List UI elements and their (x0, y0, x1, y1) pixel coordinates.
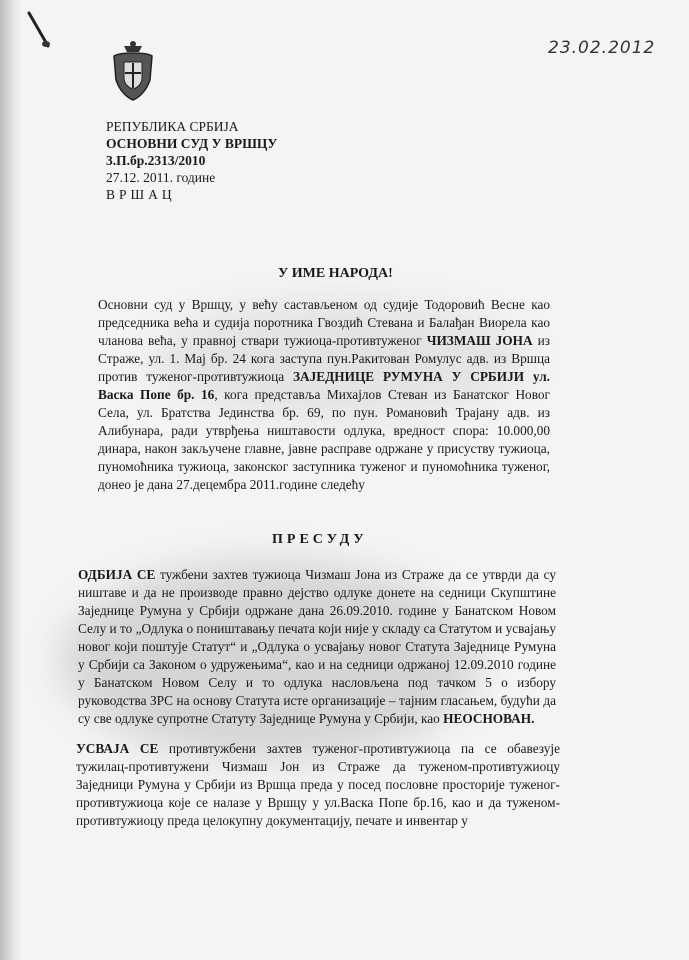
staple-icon (26, 10, 52, 50)
header-city: ВРШАЦ (106, 187, 176, 202)
header-republic: РЕПУБЛИКА СРБИЈА (106, 119, 239, 134)
document-title: У ИМЕ НАРОДА! (278, 266, 393, 281)
court-header (106, 118, 277, 203)
intro-text-3: , кога представља Михајлов Стеван из Банатског Новог Села, ул. Братства Јединства бр. 69, по пун. Романовић Трајану адв. из Алибунара, ради утврђења ништавости одлука, вредност спора: 10.000,00 динара, након закључене главне, јавне расправе одржане у присуству тужиоца, пуномоћника тужиоца, законског заступника туженог и пуномоћника туженог, донео је дана 27.децембра 2011.године следећу (98, 387, 550, 492)
ruling-rejection-tail: НЕОСНОВАН. (443, 711, 535, 726)
ruling-acceptance-lead: УСВАЈА СЕ (76, 741, 159, 756)
scan-edge-shadow (0, 0, 22, 960)
ruling-rejection (78, 566, 556, 728)
defendant-name: ЗАЈЕДНИЦЕ РУМУНА У СРБИЈИ ул. Васка Попе бр. 16 (98, 369, 550, 402)
ruling-rejection-text: тужбени захтев тужиоца Чизмаш Јона из Страже да се утврди да су ништаве и да не производе правно дејство одлуке донете на седници Скупштине Заједнице Румуна у Србији одржане дана 26.09.2010. године у Банатском Новом Селу и то „Одлука о поништавању печата који није у складу са Статутом и усвајању новог који поштује Статут“ и „Одлука о усвајању новог Статута Заједнице Румуна у Србији са Законом о удружењима“, као и на седници одржаној 12.09.2010 године у Банатском Новом Селу и то одлука насловљена под тачком 5 о избору руководства ЗРС на основу Статута исте организације – тајним гласањем, будући да су све одлуке супротне Статуту Заједнице Румуна у Србији, као (78, 567, 557, 726)
intro-text-1: Основни суд у Вршцу, у већу састављеном од судије Тодоровић Весне као председника већа и судија поротника Гвоздић Стевана и Балађан Виорела као чланова већа, у правној ствари тужиоца-противтуженог (98, 297, 550, 348)
intro-paragraph (98, 296, 550, 494)
serbian-coat-of-arms-icon (110, 40, 156, 102)
ruling-acceptance (76, 740, 560, 830)
header-court-name: ОСНОВНИ СУД У ВРШЦУ (106, 136, 278, 151)
ruling-rejection-lead: ОДБИЈА СЕ (78, 567, 156, 582)
header-case-number: 3.П.бр.2313/2010 (106, 153, 206, 168)
ruling-acceptance-text: противтужбени захтев туженог-противтужиоца па се обавезује тужилац-противтужени Чизмаш Јон из Страже да туженом-противтужиоцу Заједници Румуна у Србији из Вршца преда у посед пословне просторије туженог-противтужиоца које се налазе у Вршцу у ул.Васка Попе бр.16, као и да туженом-противтужиоцу преда целокупну документацију, печате и инвентар у (76, 741, 560, 828)
plaintiff-name: ЧИЗМАШ ЈОНА (426, 333, 533, 348)
intro-text-2: из Страже, ул. 1. Мај бр. 24 кога заступа пун.Ракитован Ромулус адв. из Вршца против туженог-противтужиоца (98, 333, 551, 384)
verdict-heading: ПРЕСУДУ (272, 532, 368, 547)
handwritten-date: 23.02.2012 (548, 38, 656, 58)
header-date: 27.12. 2011. године (106, 170, 216, 185)
